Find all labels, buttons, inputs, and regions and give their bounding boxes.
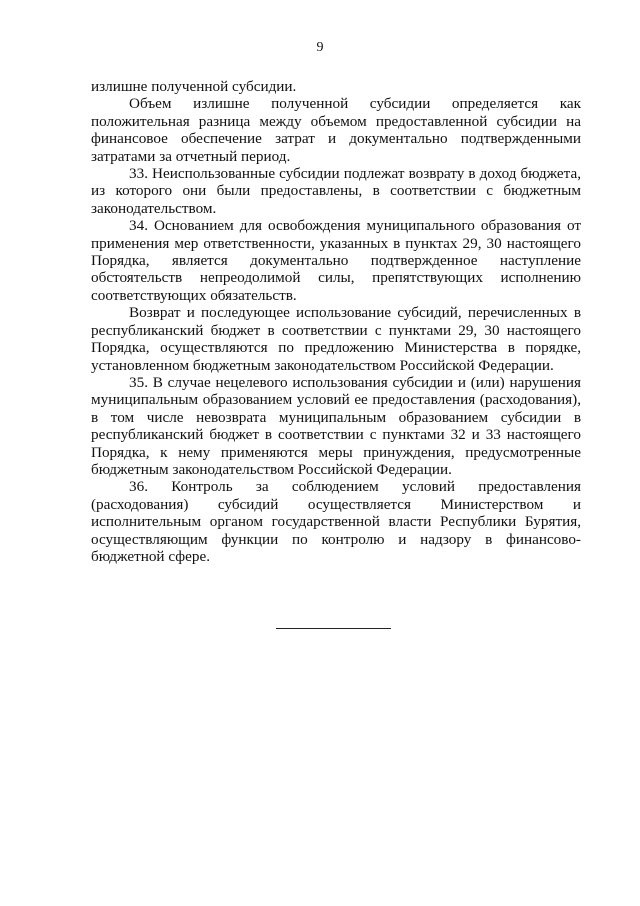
paragraph-continuation: излишне полученной субсидии. [91,78,297,95]
paragraph-35: 35. В случае нецелевого использования субсидии и (или) нарушения муниципальным образованием условий ее предоставления (расходования), в том числе невозврата муниципальным образованием субсидии в республиканский бюджет в соответствии с пунктами 32 и 33 настоящего Порядка, к нему применяются меры принуждения, предусмотренные бюджетным законодательством Российской Федерации. [91,373,581,478]
paragraph-33: 33. Неиспользованные субсидии подлежат возврату в доход бюджета, из которого они были предоставлены, в соответствии с бюджетным законодательством. [91,165,581,217]
paragraph-excess-subsidy: Объем излишне полученной субсидии определяется как положительная разница между объемом предоставленной субсидии на финансовое обеспечение затрат и документально подтвержденными затратами за отчетный период. [91,95,581,165]
page-number: 9 [316,40,324,55]
end-divider-line [276,628,391,629]
paragraph-return-use: Возврат и последующее использование субсидий, перечисленных в республиканский бюджет в соответствии с пунктами 29, 30 настоящего Порядка, осуществляются по предложению Министерства в порядке, установленном бюджетным законодательством Российской Федерации. [91,304,581,374]
document-body [91,78,581,565]
paragraph-36: 36. Контроль за соблюдением условий предоставления (расходования) субсидий осуществляется Министерством и исполнительным органом государственной власти Республики Бурятия, осуществляющим функции по контролю и надзору в финансово-бюджетной сфере. [91,478,581,565]
paragraph-34: 34. Основанием для освобождения муниципального образования от применения мер ответственности, указанных в пунктах 29, 30 настоящего Порядка, является документально подтвержденное наступление обстоятельств непреодолимой силы, препятствующих исполнению соответствующих обязательств. [91,217,581,304]
